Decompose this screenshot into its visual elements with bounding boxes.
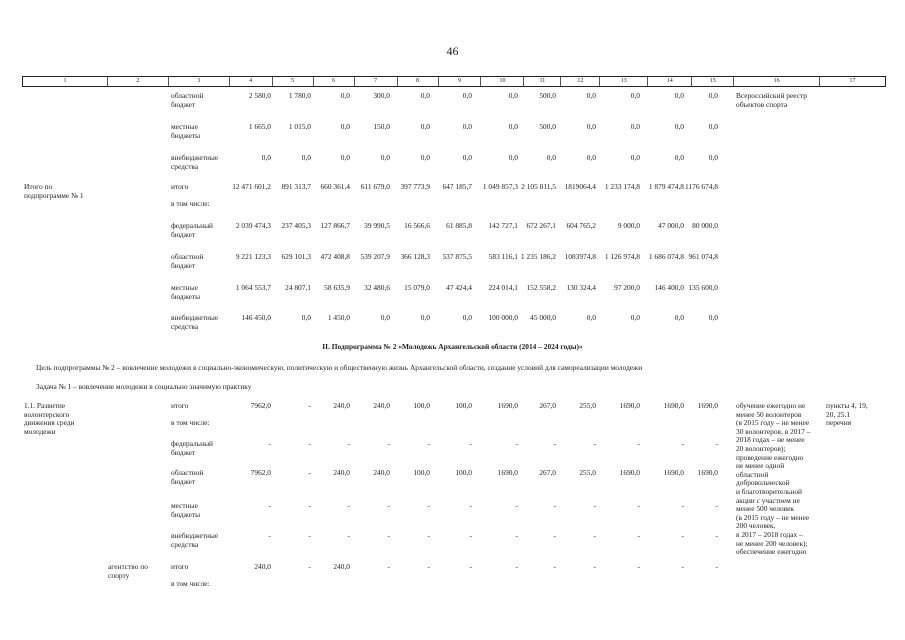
- column-number: 14: [648, 77, 692, 86]
- table-cell-value: -: [308, 562, 311, 571]
- table-cell-value: -: [637, 501, 640, 510]
- table-cell-value: 583 116,1: [488, 252, 518, 261]
- table-cell-value: -: [387, 439, 390, 448]
- table-cell-value: 240,0: [254, 562, 271, 571]
- table-cell-value: -: [593, 562, 596, 571]
- table-cell-value: 0,0: [708, 91, 718, 100]
- table-cell-value: -: [681, 562, 684, 571]
- funding-source: бюджеты: [171, 130, 201, 140]
- funding-source: бюджеты: [171, 509, 201, 519]
- funding-source: бюджет: [171, 229, 196, 239]
- result-indicator-text: обучение ежегодно не: [736, 401, 806, 410]
- table-cell-value: 1690,0: [663, 468, 684, 477]
- table-cell-value: 0,0: [340, 153, 350, 162]
- table-cell-value: 2 039 474,3: [235, 221, 271, 230]
- funding-source: итого: [171, 401, 189, 410]
- table-cell-value: 240,0: [333, 468, 350, 477]
- table-cell-value: -: [308, 531, 311, 540]
- table-cell-value: -: [715, 562, 718, 571]
- result-indicator-text: не менее 200 человек);: [736, 538, 808, 548]
- table-cell-value: -: [715, 439, 718, 448]
- table-cell-value: 1819064,4: [564, 182, 596, 191]
- table-cell-value: 1 049 857,3: [482, 182, 518, 191]
- table-cell-value: 1690,0: [697, 468, 718, 477]
- column-number: 8: [398, 77, 439, 86]
- table-cell-value: 604 765,2: [566, 221, 596, 230]
- funding-source: в том числе:: [171, 579, 210, 589]
- table-cell-value: 7962,0: [250, 401, 271, 410]
- table-cell-value: 0,0: [630, 313, 640, 322]
- table-cell-value: 0,0: [674, 313, 684, 322]
- table-cell-value: 1 233 174,8: [604, 182, 640, 191]
- funding-source: областной: [171, 252, 204, 261]
- table-cell-value: 267,0: [539, 401, 556, 410]
- table-cell-value: 47 000,0: [658, 221, 684, 230]
- funding-source: бюджет: [171, 99, 196, 109]
- table-cell-value: -: [308, 439, 311, 448]
- table-cell-value: 0,0: [630, 122, 640, 131]
- table-cell-value: 240,0: [333, 401, 350, 410]
- table-cell-value: -: [308, 501, 311, 510]
- funding-source: итого: [171, 182, 189, 191]
- table-cell-value: 0,0: [301, 153, 311, 162]
- responsible-executor: спорту: [108, 570, 130, 580]
- table-cell-value: 1690,0: [619, 468, 640, 477]
- table-cell-value: 1690,0: [497, 468, 518, 477]
- table-cell-value: -: [268, 531, 271, 540]
- table-cell-value: 1083974,8: [564, 252, 596, 261]
- table-cell-value: -: [387, 501, 390, 510]
- result-indicator-text: добровольческой: [736, 478, 790, 488]
- table-cell-value: 7962,0: [250, 468, 271, 477]
- table-cell-value: -: [427, 531, 430, 540]
- column-number: 7: [355, 77, 398, 86]
- row-name: молодежи: [24, 426, 56, 436]
- table-cell-value: 660 361,4: [320, 182, 350, 191]
- table-cell-value: 142 727,1: [488, 221, 518, 230]
- table-cell-value: 537 875,5: [442, 252, 472, 261]
- column-number: 4: [230, 77, 273, 86]
- funding-source: федеральный: [171, 439, 213, 448]
- table-cell-value: 152 558,2: [526, 283, 556, 292]
- section-title: II. Подпрограмма № 2 «Молодежь Архангельской области (2014 – 2024 годы)»: [322, 342, 583, 351]
- result-indicator-text: 2018 годах – не менее: [736, 435, 805, 445]
- table-cell-value: 0,0: [462, 153, 472, 162]
- table-cell-value: 0,0: [674, 91, 684, 100]
- funding-source: внебюджетные: [171, 313, 219, 322]
- table-cell-value: 961 074,8: [688, 252, 718, 261]
- funding-source: внебюджетные: [171, 531, 219, 540]
- table-cell-value: 0,0: [340, 122, 350, 131]
- funding-source: средства: [171, 539, 199, 549]
- table-cell-value: 100,0: [413, 468, 430, 477]
- table-cell-value: -: [515, 531, 518, 540]
- table-cell-value: 1 780,0: [288, 91, 311, 100]
- table-cell-value: -: [637, 531, 640, 540]
- table-cell-value: 267,0: [539, 468, 556, 477]
- table-cell-value: 611 679,0: [360, 182, 390, 191]
- table-cell-value: 100,0: [455, 401, 472, 410]
- table-cell-value: 135 600,0: [688, 283, 718, 292]
- table-cell-value: 0,0: [340, 91, 350, 100]
- table-cell-value: -: [469, 531, 472, 540]
- funding-source: бюджет: [171, 260, 196, 270]
- table-cell-value: 1 879 474,8: [648, 182, 684, 191]
- goal-text: Цель подпрограммы № 2 – вовлечение молодежи в социально-экономическую, политическую и общественную жизнь Архангельской области, создание условий для самореализации молодежи: [36, 363, 643, 372]
- table-cell-value: -: [553, 501, 556, 510]
- table-cell-value: -: [593, 501, 596, 510]
- table-cell-value: 58 635,9: [324, 283, 350, 292]
- result-indicator-text: акции с участием не: [736, 495, 800, 505]
- funding-source: федеральный: [171, 221, 213, 230]
- table-cell-value: 0,0: [301, 313, 311, 322]
- funding-source: в том числе:: [171, 418, 210, 428]
- row-name: движения среди: [24, 418, 75, 428]
- table-cell-value: 1 450,0: [327, 313, 350, 322]
- result-indicator-text: обеспечение ежегодно: [736, 547, 807, 557]
- result-indicator-text: не менее одной: [736, 461, 785, 471]
- funding-source: местные: [171, 283, 198, 292]
- table-cell-value: -: [593, 439, 596, 448]
- funding-source: бюджет: [171, 447, 196, 457]
- table-cell-value: 146 450,0: [241, 313, 271, 322]
- table-cell-value: 0,0: [586, 313, 596, 322]
- table-cell-value: -: [553, 531, 556, 540]
- table-cell-value: 1 686 074,8: [648, 252, 684, 261]
- table-cell-value: 0,0: [674, 153, 684, 162]
- column-number: 16: [734, 77, 820, 86]
- result-indicator-text: 20 волонтеров);: [736, 444, 786, 453]
- table-cell-value: 0,0: [380, 313, 390, 322]
- table-cell-value: 300,0: [373, 91, 390, 100]
- table-cell-value: -: [681, 439, 684, 448]
- table-cell-value: 539 207,9: [360, 252, 390, 261]
- column-number: 11: [524, 77, 561, 86]
- table-cell-value: -: [553, 439, 556, 448]
- table-cell-value: 891 313,7: [281, 182, 311, 191]
- table-cell-value: 0,0: [420, 91, 430, 100]
- table-cell-value: 100,0: [413, 401, 430, 410]
- table-cell-value: 255,0: [579, 468, 596, 477]
- table-cell-value: -: [347, 501, 350, 510]
- table-cell-value: -: [469, 562, 472, 571]
- table-cell-value: 24 807,1: [285, 283, 311, 292]
- table-cell-value: 0,0: [462, 313, 472, 322]
- table-cell-value: 0,0: [708, 122, 718, 131]
- result-indicator-text: 200 человек,: [736, 521, 776, 531]
- table-cell-value: 0,0: [546, 153, 556, 162]
- table-cell-value: 150,0: [373, 122, 390, 131]
- table-cell-value: 500,0: [539, 122, 556, 131]
- result-indicator-text: менее 500 человек: [736, 504, 794, 514]
- table-cell-value: 0,0: [708, 313, 718, 322]
- row-name: 1.1. Развитие: [24, 401, 66, 410]
- row-name: Итого по: [24, 182, 53, 191]
- table-cell-value: -: [681, 531, 684, 540]
- table-cell-value: 0,0: [380, 153, 390, 162]
- table-cell-value: 1 015,0: [288, 122, 311, 131]
- funding-source: местные: [171, 122, 198, 131]
- table-cell-value: 1 235 186,2: [520, 252, 556, 261]
- table-cell-value: 1690,0: [697, 401, 718, 410]
- table-cell-value: 16 566,6: [404, 221, 430, 230]
- table-cell-value: -: [387, 531, 390, 540]
- table-cell-value: 32 480,6: [364, 283, 390, 292]
- table-cell-value: 9 000,0: [617, 221, 640, 230]
- table-cell-value: -: [593, 531, 596, 540]
- column-number: 9: [439, 77, 482, 86]
- table-cell-value: -: [553, 562, 556, 571]
- table-cell-value: 240,0: [373, 401, 390, 410]
- table-cell-value: 0,0: [420, 313, 430, 322]
- table-cell-value: 1690,0: [497, 401, 518, 410]
- column-number: 12: [561, 77, 600, 86]
- table-cell-value: 100 000,0: [488, 313, 518, 322]
- table-cell-value: 0,0: [708, 153, 718, 162]
- column-number: 15: [692, 77, 734, 86]
- result-indicator-text: в 2017 – 2018 годах –: [736, 530, 803, 539]
- table-cell-value: 0,0: [462, 91, 472, 100]
- result-indicator-text: (в 2015 году – не менее: [736, 418, 810, 428]
- table-cell-value: 12 471 601,2: [232, 182, 271, 191]
- table-cell-value: 1690,0: [663, 401, 684, 410]
- column-number: 10: [481, 77, 524, 86]
- table-cell-value: 0,0: [674, 122, 684, 131]
- table-cell-value: 255,0: [579, 401, 596, 410]
- table-cell-value: -: [427, 439, 430, 448]
- table-cell-value: 100,0: [455, 468, 472, 477]
- table-cell-value: 2 105 011,5: [521, 182, 556, 191]
- funding-source: бюджеты: [171, 291, 201, 301]
- table-cell-value: 1 665,0: [248, 122, 271, 131]
- result-indicator-text: менее 50 волонтеров: [736, 409, 802, 419]
- funding-source: областной: [171, 468, 204, 477]
- funding-source: средства: [171, 161, 199, 171]
- column-number: 3: [169, 77, 230, 86]
- table-cell-value: 0,0: [508, 91, 518, 100]
- funding-source: внебюджетные: [171, 153, 219, 162]
- funding-source: в том числе:: [171, 199, 210, 209]
- table-cell-value: -: [469, 439, 472, 448]
- table-cell-value: 500,0: [539, 91, 556, 100]
- table-column-header: [22, 76, 886, 87]
- table-cell-value: 629 101,3: [281, 252, 311, 261]
- table-cell-value: 0,0: [420, 122, 430, 131]
- page-number: 46: [446, 44, 459, 58]
- table-cell-value: 146 400,0: [654, 283, 684, 292]
- table-cell-value: 1690,0: [619, 401, 640, 410]
- table-cell-value: 240,0: [333, 562, 350, 571]
- table-cell-value: 0,0: [508, 122, 518, 131]
- table-cell-value: 61 885,8: [446, 221, 472, 230]
- table-cell-value: 237 405,3: [281, 221, 311, 230]
- table-cell-value: 0,0: [586, 153, 596, 162]
- table-cell-value: -: [637, 562, 640, 571]
- table-cell-value: -: [347, 531, 350, 540]
- table-cell-value: 130 324,4: [566, 283, 596, 292]
- table-cell-value: 672 267,1: [526, 221, 556, 230]
- funding-source: итого: [171, 562, 189, 571]
- table-cell-value: 240,0: [373, 468, 390, 477]
- column-number: 1: [23, 77, 108, 86]
- table-cell-value: 9 221 123,3: [235, 252, 271, 261]
- table-cell-value: 0,0: [630, 153, 640, 162]
- table-cell-value: 0,0: [420, 153, 430, 162]
- table-cell-value: 47 424,4: [446, 283, 472, 292]
- table-cell-value: 15 079,0: [404, 283, 430, 292]
- row-name: волонтерского: [24, 409, 70, 419]
- table-cell-value: -: [427, 501, 430, 510]
- table-cell-value: 472 408,8: [320, 252, 350, 261]
- perechen-reference: пункты 4, 19,: [826, 401, 868, 410]
- result-indicator-text: 30 волонтеров, в 2017 –: [736, 426, 811, 436]
- table-cell-value: -: [268, 501, 271, 510]
- table-cell-value: -: [715, 531, 718, 540]
- perechen-reference: 20, 25.1: [826, 409, 851, 419]
- table-cell-value: 1 126 974,8: [604, 252, 640, 261]
- table-cell-value: -: [427, 562, 430, 571]
- table-cell-value: -: [308, 401, 311, 410]
- table-cell-value: 39 990,5: [364, 221, 390, 230]
- funding-source: бюджет: [171, 476, 196, 486]
- result-indicator-text: областной: [736, 469, 769, 479]
- table-cell-value: 0,0: [586, 122, 596, 131]
- table-cell-value: 397 773,9: [400, 182, 430, 191]
- table-cell-value: 2 580,0: [248, 91, 271, 100]
- row-name: подпрограмме № 1: [24, 190, 84, 200]
- column-number: 17: [849, 78, 856, 84]
- table-cell-value: -: [347, 439, 350, 448]
- funding-source: средства: [171, 321, 199, 331]
- table-cell-value: -: [469, 501, 472, 510]
- table-cell-value: 127 866,7: [320, 221, 350, 230]
- table-cell-value: 224 014,1: [488, 283, 518, 292]
- result-indicator-text: и благотворительной: [736, 487, 802, 496]
- column-number: 13: [600, 77, 648, 86]
- table-cell-value: -: [515, 562, 518, 571]
- table-cell-value: 0,0: [508, 153, 518, 162]
- funding-source: местные: [171, 501, 198, 510]
- responsible-executor: агентство по: [108, 562, 148, 571]
- table-cell-value: 366 128,3: [400, 252, 430, 261]
- table-cell-value: -: [515, 439, 518, 448]
- perechen-reference: перечня: [826, 418, 852, 428]
- result-indicator-text: (в 2015 году – не менее: [736, 512, 810, 522]
- table-cell-value: 1 064 553,7: [235, 283, 271, 292]
- table-cell-value: 1176 674,8: [685, 182, 718, 191]
- table-cell-value: 0,0: [630, 91, 640, 100]
- table-cell-value: -: [308, 468, 311, 477]
- funding-source: областной: [171, 91, 204, 100]
- column-number: 2: [108, 77, 169, 86]
- task-text: Задача № 1 – вовлечение молодежи в социально значимую практику: [36, 382, 252, 391]
- table-cell-value: 0,0: [261, 153, 271, 162]
- table-cell-value: -: [515, 501, 518, 510]
- table-cell-value: 647 185,7: [442, 182, 472, 191]
- table-cell-value: 0,0: [586, 91, 596, 100]
- column-number: 6: [314, 77, 355, 86]
- result-indicator: объектов спорта: [736, 99, 788, 109]
- table-cell-value: 0,0: [462, 122, 472, 131]
- table-cell-value: -: [681, 501, 684, 510]
- table-cell-value: -: [387, 562, 390, 571]
- table-cell-value: 97 200,0: [614, 283, 640, 292]
- column-number: 5: [273, 77, 314, 86]
- table-cell-value: -: [637, 439, 640, 448]
- result-indicator-text: проведение ежегодно: [736, 452, 804, 462]
- table-cell-value: -: [268, 439, 271, 448]
- table-cell-value: 45 000,0: [530, 313, 556, 322]
- result-indicator: Всероссийский реестр: [736, 91, 807, 100]
- table-cell-value: -: [715, 501, 718, 510]
- table-cell-value: 80 000,0: [692, 221, 718, 230]
